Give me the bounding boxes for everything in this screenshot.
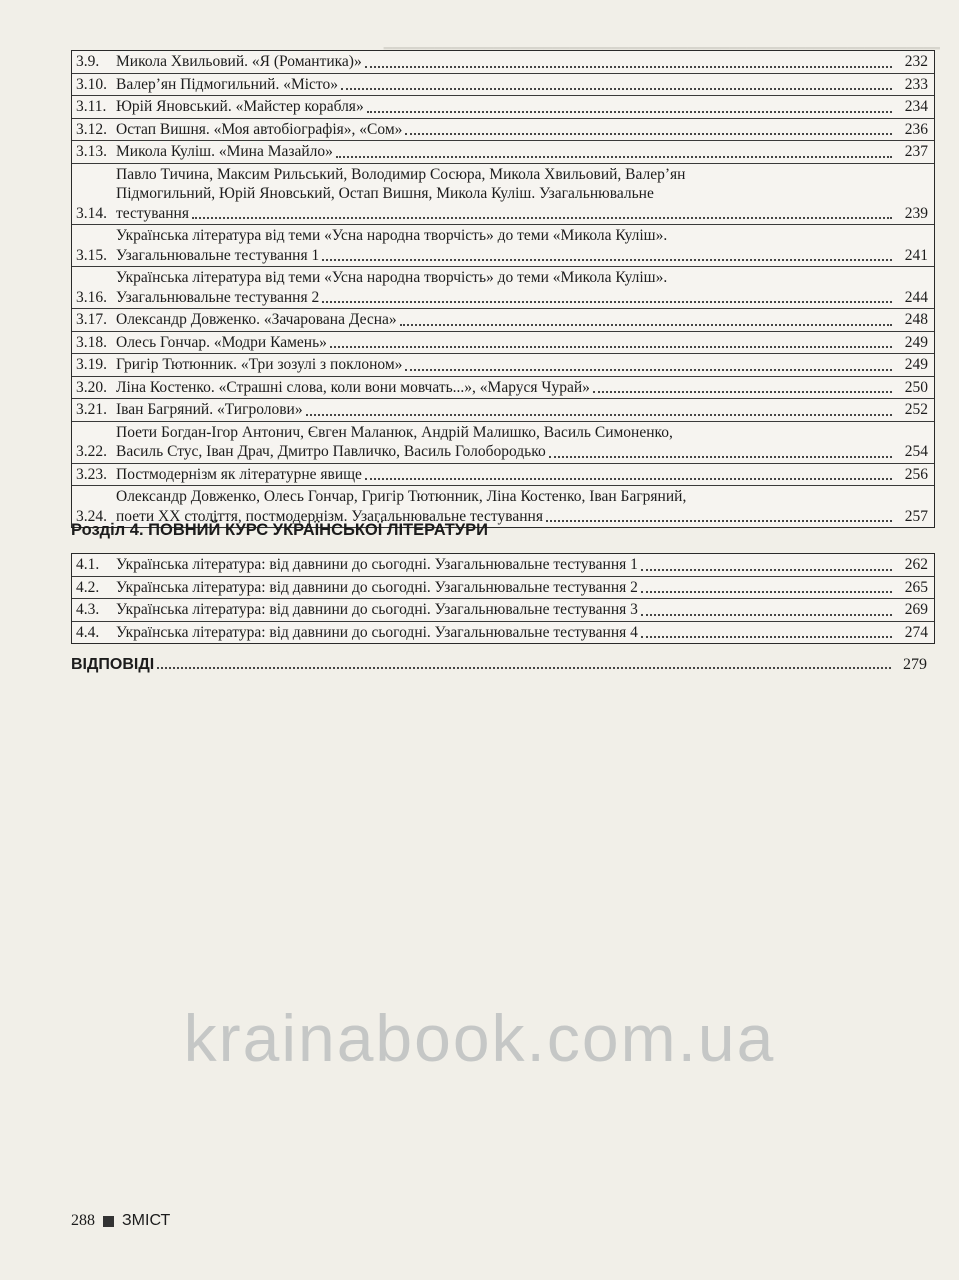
toc-entry-number: 3.9.	[76, 53, 100, 70]
footer-title: ЗМІСТ	[122, 1212, 171, 1229]
page-footer	[71, 1212, 170, 1230]
toc-entry-page-number: 269	[904, 601, 928, 618]
dot-leader	[405, 369, 892, 371]
dot-leader	[593, 391, 892, 393]
toc-entry[interactable]	[72, 398, 934, 421]
toc-entry-page-number: 252	[904, 401, 928, 418]
toc-entry-number: 3.16.	[76, 288, 107, 306]
toc-answers-entry[interactable]	[71, 656, 933, 674]
toc-entry-number: 3.13.	[76, 143, 107, 160]
toc-entry[interactable]	[72, 73, 934, 96]
toc-entry-number: 3.23.	[76, 465, 107, 483]
toc-entry-number: 3.12.	[76, 120, 107, 138]
answers-label: ВІДПОВІДІ	[71, 656, 155, 673]
section-4-heading	[71, 521, 488, 540]
toc-entry-number: 3.11.	[76, 98, 107, 115]
dot-leader	[330, 346, 892, 348]
watermark: krainabook.com.ua	[183, 1001, 776, 1075]
toc-entry-title-line: Постмодернізм як літературне явище	[116, 465, 362, 483]
toc-entry-number: 4.3.	[76, 601, 100, 618]
toc-entry-title-line: Узагальнювальне тестування 2	[116, 288, 320, 306]
toc-entry-page-number: 248	[904, 311, 928, 328]
dot-leader	[336, 156, 892, 158]
toc-entry-page-number: 244	[904, 288, 928, 306]
toc-entry-title-line: Юрій Яновський. «Майстер корабля»	[116, 98, 364, 115]
toc-entry-page-number: 239	[904, 204, 928, 222]
toc-entry-title-line: поети ХХ століття, постмодернізм. Узагальнювальне тестування	[116, 507, 543, 525]
square-bullet-icon	[103, 1216, 114, 1227]
toc-entry-page-number: 265	[904, 578, 928, 596]
toc-entry[interactable]	[72, 163, 934, 225]
toc-box-part-4	[71, 553, 935, 644]
dot-leader	[641, 614, 892, 616]
dot-leader	[306, 414, 892, 416]
toc-entry-page-number: 234	[904, 98, 928, 115]
toc-entry-page-number: 236	[904, 120, 928, 138]
toc-entry-page-number: 262	[904, 556, 928, 573]
toc-entry-title-line: Українська література: від давнини до сьогодні. Узагальнювальне тестування 2	[116, 578, 638, 596]
dot-leader	[192, 217, 892, 219]
toc-entry-page-number: 257	[904, 507, 928, 525]
toc-entry-page-number: 249	[904, 333, 928, 351]
toc-entry-title-line: Ліна Костенко. «Страшні слова, коли вони мовчать...», «Маруся Чурай»	[116, 378, 590, 396]
dot-leader	[157, 667, 891, 669]
toc-entry-title-line: Микола Хвильовий. «Я (Романтика)»	[116, 53, 362, 70]
dot-leader	[322, 259, 892, 261]
toc-entry[interactable]	[72, 353, 934, 376]
toc-entry-title-line: Поети Богдан-Ігор Антонич, Євген Маланюк, Андрій Малишко, Василь Симоненко,	[116, 423, 673, 441]
dot-leader	[641, 569, 892, 571]
toc-entry-title-line: Остап Вишня. «Моя автобіографія», «Сом»	[116, 120, 403, 138]
toc-entry-title-line: Григір Тютюнник. «Три зозулі з поклоном»	[116, 356, 403, 373]
toc-entry[interactable]	[72, 621, 934, 644]
dot-leader	[322, 301, 892, 303]
dot-leader	[546, 520, 892, 522]
toc-entry-number: 3.17.	[76, 311, 107, 328]
toc-entry-title-line: Узагальнювальне тестування 1	[116, 246, 320, 264]
toc-entry[interactable]	[72, 51, 934, 73]
toc-entry[interactable]	[72, 95, 934, 118]
toc-entry[interactable]	[72, 463, 934, 486]
toc-entry-number: 3.20.	[76, 378, 107, 396]
toc-entry-page-number: 250	[904, 378, 928, 396]
toc-entry-page-number: 241	[904, 246, 928, 264]
toc-entry[interactable]	[72, 140, 934, 163]
toc-entry[interactable]	[72, 421, 934, 463]
toc-entry-page-number: 232	[904, 53, 928, 70]
toc-entry-number: 3.24.	[76, 507, 107, 525]
answers-page-number: 279	[903, 656, 927, 673]
toc-entry-number: 3.22.	[76, 443, 107, 460]
dot-leader	[641, 636, 892, 638]
toc-entry-number: 3.10.	[76, 75, 107, 93]
toc-entry-page-number: 274	[904, 623, 928, 641]
toc-entry-title-line: Українська література від теми «Усна народна творчість» до теми «Микола Куліш».	[116, 269, 668, 286]
toc-entry-page-number: 249	[904, 356, 928, 373]
section-4-label: Розділ 4.	[71, 521, 144, 539]
toc-entry-number: 4.4.	[76, 623, 100, 641]
toc-entry-page-number: 254	[904, 443, 928, 460]
toc-entry-title-line: Іван Багряний. «Тигролови»	[116, 401, 303, 418]
toc-entry[interactable]	[72, 376, 934, 399]
dot-leader	[400, 324, 892, 326]
toc-entry-title-line: Українська література: від давнини до сьогодні. Узагальнювальне тестування 1	[116, 556, 638, 573]
toc-entry[interactable]	[72, 576, 934, 599]
toc-entry-number: 4.1.	[76, 556, 100, 573]
toc-entry-title-line: Олесь Гончар. «Модри Камень»	[116, 333, 327, 351]
toc-entry-number: 4.2.	[76, 578, 100, 596]
toc-entry-number: 3.21.	[76, 401, 107, 418]
toc-entry[interactable]	[72, 118, 934, 141]
toc-entry-number: 3.14.	[76, 204, 107, 222]
toc-entry-page-number: 233	[904, 75, 928, 93]
toc-entry-title-line: Василь Стус, Іван Драч, Дмитро Павличко, Василь Голобородько	[116, 443, 546, 460]
dot-leader	[549, 456, 892, 458]
toc-entry[interactable]	[72, 308, 934, 331]
footer-page-number: 288	[71, 1212, 95, 1229]
toc-entry-number: 3.15.	[76, 246, 107, 264]
toc-entry[interactable]	[72, 266, 934, 308]
toc-entry[interactable]	[72, 598, 934, 621]
toc-entry-title-line: Українська література: від давнини до сьогодні. Узагальнювальне тестування 3	[116, 601, 638, 618]
section-4-title: ПОВНИЙ КУРС УКРАЇНСЬКОЇ ЛІТЕРАТУРИ	[148, 521, 489, 539]
toc-entry-number: 3.18.	[76, 333, 107, 351]
toc-entry-title-line: Українська література: від давнини до сьогодні. Узагальнювальне тестування 4	[116, 623, 638, 641]
toc-entry[interactable]	[72, 224, 934, 266]
dot-leader	[367, 111, 892, 113]
toc-entry-title-line: Микола Куліш. «Мина Мазайло»	[116, 143, 333, 160]
toc-entry-title-line: Павло Тичина, Максим Рильський, Володимир Сосюра, Микола Хвильовий, Валер’ян	[116, 165, 686, 183]
bleed-through-text: ━━━━━━━━━━━━━━━━━━━━━━━━━━━━━━━━━━━━━━━━━━━━━━━━━━━━━━━━━━━━━━━━━━	[383, 42, 940, 57]
toc-entry-title-line: Підмогильний, Юрій Яновський, Остап Вишня, Микола Куліш. Узагальнювальне	[116, 185, 654, 202]
toc-entry-title-line: тестування	[116, 204, 189, 222]
toc-entry-title-line: Українська література від теми «Усна народна творчість» до теми «Микола Куліш».	[116, 227, 668, 244]
dot-leader	[365, 66, 892, 68]
dot-leader	[341, 88, 892, 90]
dot-leader	[641, 591, 892, 593]
toc-entry[interactable]	[72, 331, 934, 354]
toc-entry[interactable]	[72, 554, 934, 576]
toc-entry-title-line: Олександр Довженко, Олесь Гончар, Григір Тютюнник, Ліна Костенко, Іван Багряний,	[116, 488, 687, 505]
toc-entry-number: 3.19.	[76, 356, 107, 373]
toc-entry-title-line: Олександр Довженко. «Зачарована Десна»	[116, 311, 397, 328]
toc-entry-title-line: Валер’ян Підмогильний. «Місто»	[116, 75, 339, 93]
toc-entry-page-number: 237	[904, 143, 928, 160]
dot-leader	[405, 133, 892, 135]
toc-box-part-3	[71, 50, 935, 528]
toc-entry-page-number: 256	[904, 465, 928, 483]
dot-leader	[365, 478, 892, 480]
